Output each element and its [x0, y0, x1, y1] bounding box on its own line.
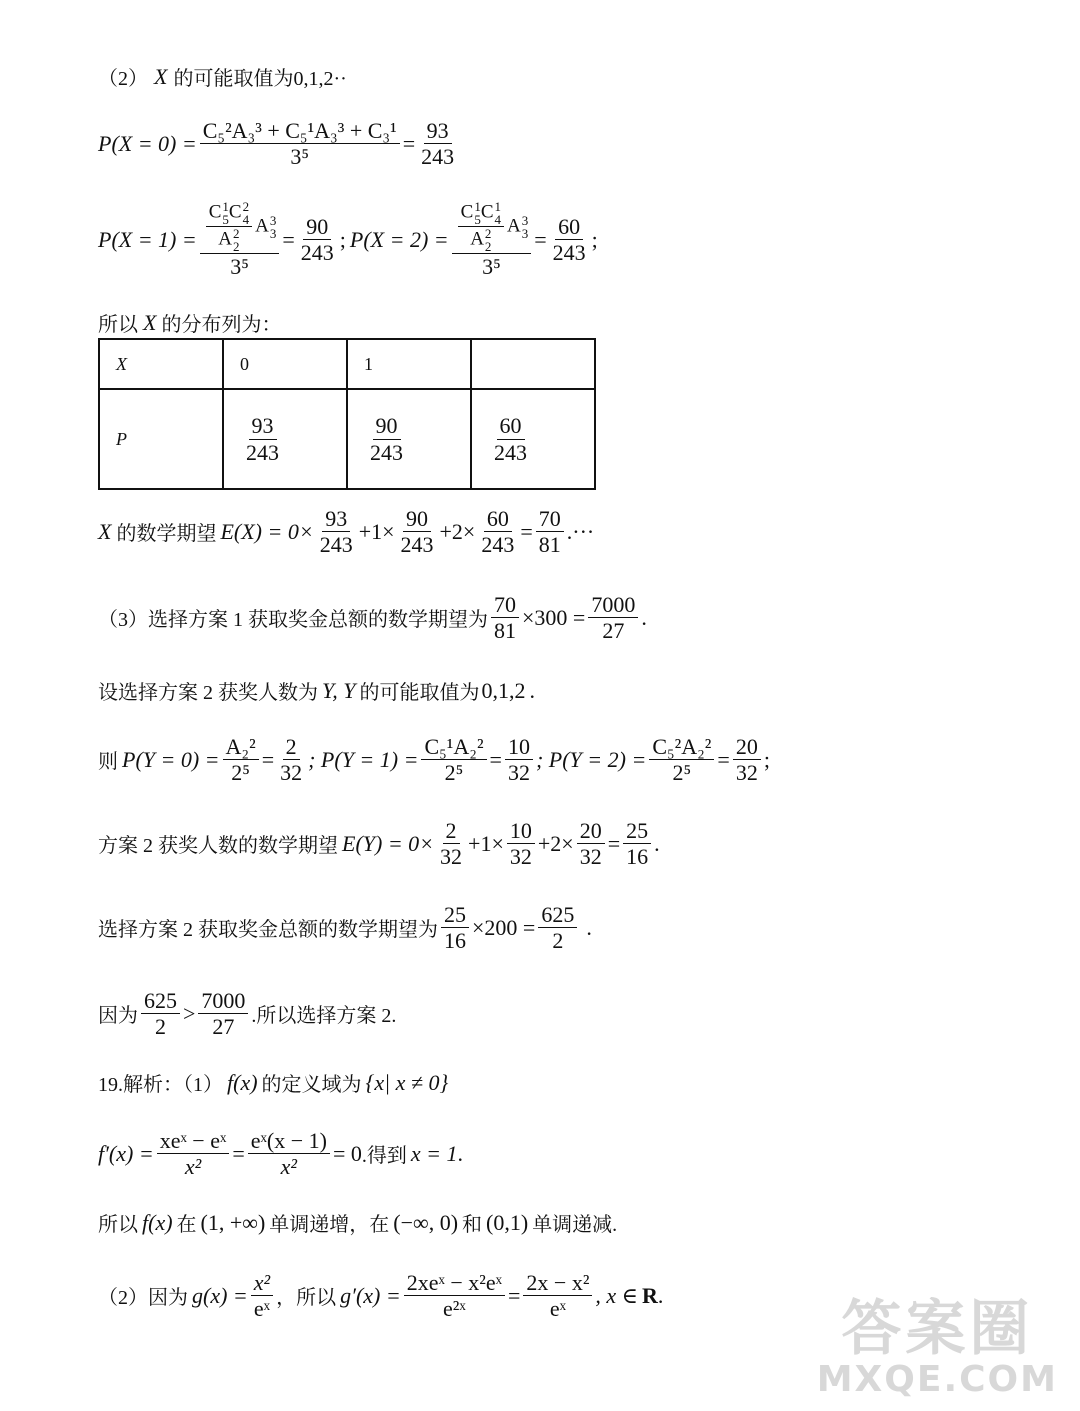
derivative-f: f′(x) = xeˣ − eˣ x² = $\frac{\text{eˣ(x − 1)}}{\text{x²}}$ = 0 .得到 x = 1 .: [98, 1128, 463, 1180]
table-cell: 1: [347, 339, 471, 389]
var-x: X: [154, 63, 168, 89]
table-row: [99, 339, 595, 389]
formula-p-x1-x2: P(X = 1) = C 1 5 C 2 4 A 2 2 A 3 3 3⁵ = $\frac{90}{243}$ ; P(X = 2) = C 1 5 C 1 4 A 2 2 A 3 3 3⁵ = $\frac{60}{243}$ ;: [98, 199, 598, 279]
plan2-expectation: 选择方案 2 获取奖金总额的数学期望为 $\frac{25}{16}$ ×200 = $\frac{625}{2}$ .: [98, 902, 592, 954]
lhs-1: P(X = 1) =: [98, 226, 197, 252]
distribution-table: [98, 338, 596, 490]
plan2-intro: 设选择方案 2 获奖人数为 Y, Y 的可能取值为 0,1,2 .: [98, 677, 535, 704]
table-cell: $\frac{60}{243}$: [471, 389, 595, 489]
compound-fraction-1: C 1 5 C 2 4 A 2 2 A 3 3 3⁵: [200, 200, 280, 279]
watermark-logo: 答案圈 MXQE.COM: [816, 1294, 1058, 1400]
lhs-2: P(X = 2) =: [349, 226, 449, 252]
table-cell: $\frac{90}{243}$: [347, 389, 471, 489]
fraction: $\frac{\text{C₅²A₃³ + C₅¹A₃³ + C₃¹}}{\text{3⁵}}$: [200, 118, 400, 170]
table-cell: 0: [223, 339, 347, 389]
q19-intro: 19.解析：（1） f(x) 的定义域为 {x| x ≠ 0}: [98, 1069, 449, 1096]
lhs: P(X = 0) =: [98, 130, 197, 156]
table-cell: P: [99, 389, 223, 489]
line-x-values: [98, 62, 347, 91]
formula-p-x0: P(X = 0) = $\frac{\text{C₅²A₃³ + C₅¹A₃³ + C₃¹}}{\text{3⁵}}$ = $\frac{93}{243}$: [98, 118, 460, 170]
result-2: $\frac{60}{243}$: [552, 213, 586, 266]
monotonicity: 所以 f(x) 在 (1, +∞) 单调递增，在 (−∞, 0) 和 (0,1) 单调递减.: [98, 1209, 618, 1236]
text: 的可能取值为0,1,2··: [173, 68, 347, 90]
conclusion: 因为 625 2 > 7000 27 .所以选择方案 2.: [98, 988, 397, 1040]
table-cell: $\frac{93}{243}$: [223, 389, 347, 489]
line-distribution-intro: 所以 X 的分布列为：: [98, 309, 282, 336]
table-cell: X: [99, 339, 223, 389]
plan1-expectation: （3）选择方案 1 获取奖金总额的数学期望为 $\frac{70}{81}$ ×300 = $\frac{7000}{27}$ .: [98, 592, 647, 644]
probabilities-y: 则 P(Y = 0) = $\frac{\text{A₂²}}{\text{2⁵}}$ = $\frac{2}{32}$ ; P(Y = 1) = $\frac{\text{C₅¹A₂²}}{\text{2⁵}}$ = $\frac{10}{32}$ ; P(Y = 2) = $\frac{\text{C₅²A₂²}}{\text{2⁵}}$ = $\frac{20}{32}$ ;: [98, 734, 770, 786]
table-cell: [471, 339, 595, 389]
derivative-g: （2）因为 g(x) = $\frac{\text{x²}}{\text{eˣ}}$ ，所以 g′(x) = 2xeˣ − x²eˣ e²ˣ = $\frac{\text{2x − x²}}{\text{eˣ}}$ , x ∈ R .: [98, 1270, 664, 1322]
expectation-x: X 的数学期望 E(X) = 0× $\frac{93}{243}$ +1× $\frac{90}{243}$ +2× $\frac{60}{243}$ = $\frac{70}{81}$ .···: [98, 506, 595, 558]
part-label: （2）: [98, 68, 148, 90]
expectation-y: 方案 2 获奖人数的数学期望 E(Y) = 0× $\frac{2}{32}$ +1× $\frac{10}{32}$ +2× $\frac{20}{32}$ = $\frac{25}{16}$ .: [98, 818, 660, 870]
compound-fraction-2: C 1 5 C 1 4 A 2 2 A 3 3 3⁵: [452, 200, 532, 279]
result-1: $\frac{90}{243}$: [300, 213, 334, 266]
fraction-result: $\frac{93}{243}$: [421, 118, 455, 170]
table-row: [99, 389, 595, 489]
